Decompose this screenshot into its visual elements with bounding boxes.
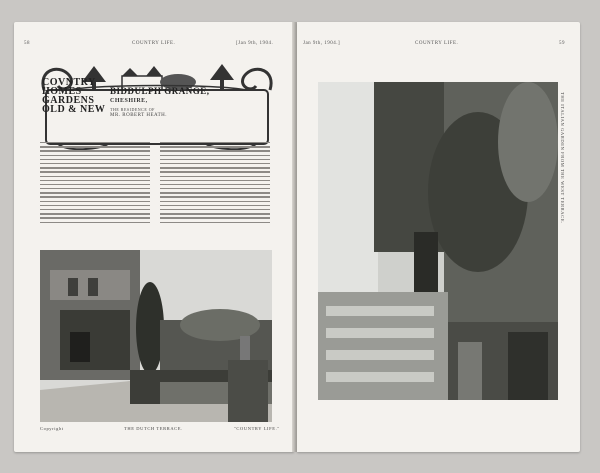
left-page-number: 58 [24,41,30,46]
photo-credit-right: "COUNTRY LIFE." [234,426,280,431]
article-title: BIDDULPH GRANGE, [110,86,210,96]
text-column-left [40,142,150,242]
article-credit: THE RESIDENCE OF MR. ROBERT HEATH. [110,107,168,118]
article-subtitle: CHESHIRE, [110,98,148,104]
italian-garden-photo [318,82,558,400]
left-date: [Jan 9th, 1904. [236,41,274,46]
right-running-head: COUNTRY LIFE. [415,41,459,46]
magazine-spread [14,22,580,452]
masthead-title: COVNTRY HOMES GARDENS OLD & NEW [42,77,106,115]
photo-caption-left: THE DUTCH TERRACE. [124,426,183,431]
left-running-head: COUNTRY LIFE. [132,41,176,46]
dutch-terrace-photo [40,250,272,422]
photo-credit-left: Copyright [40,426,64,431]
photo-caption-right: THE ITALIAN GARDEN FROM THE WEST TERRACE. [560,92,565,224]
text-column-right [160,142,270,242]
right-date: Jan 9th, 1904.] [303,41,341,46]
right-page-number: 59 [559,41,565,46]
